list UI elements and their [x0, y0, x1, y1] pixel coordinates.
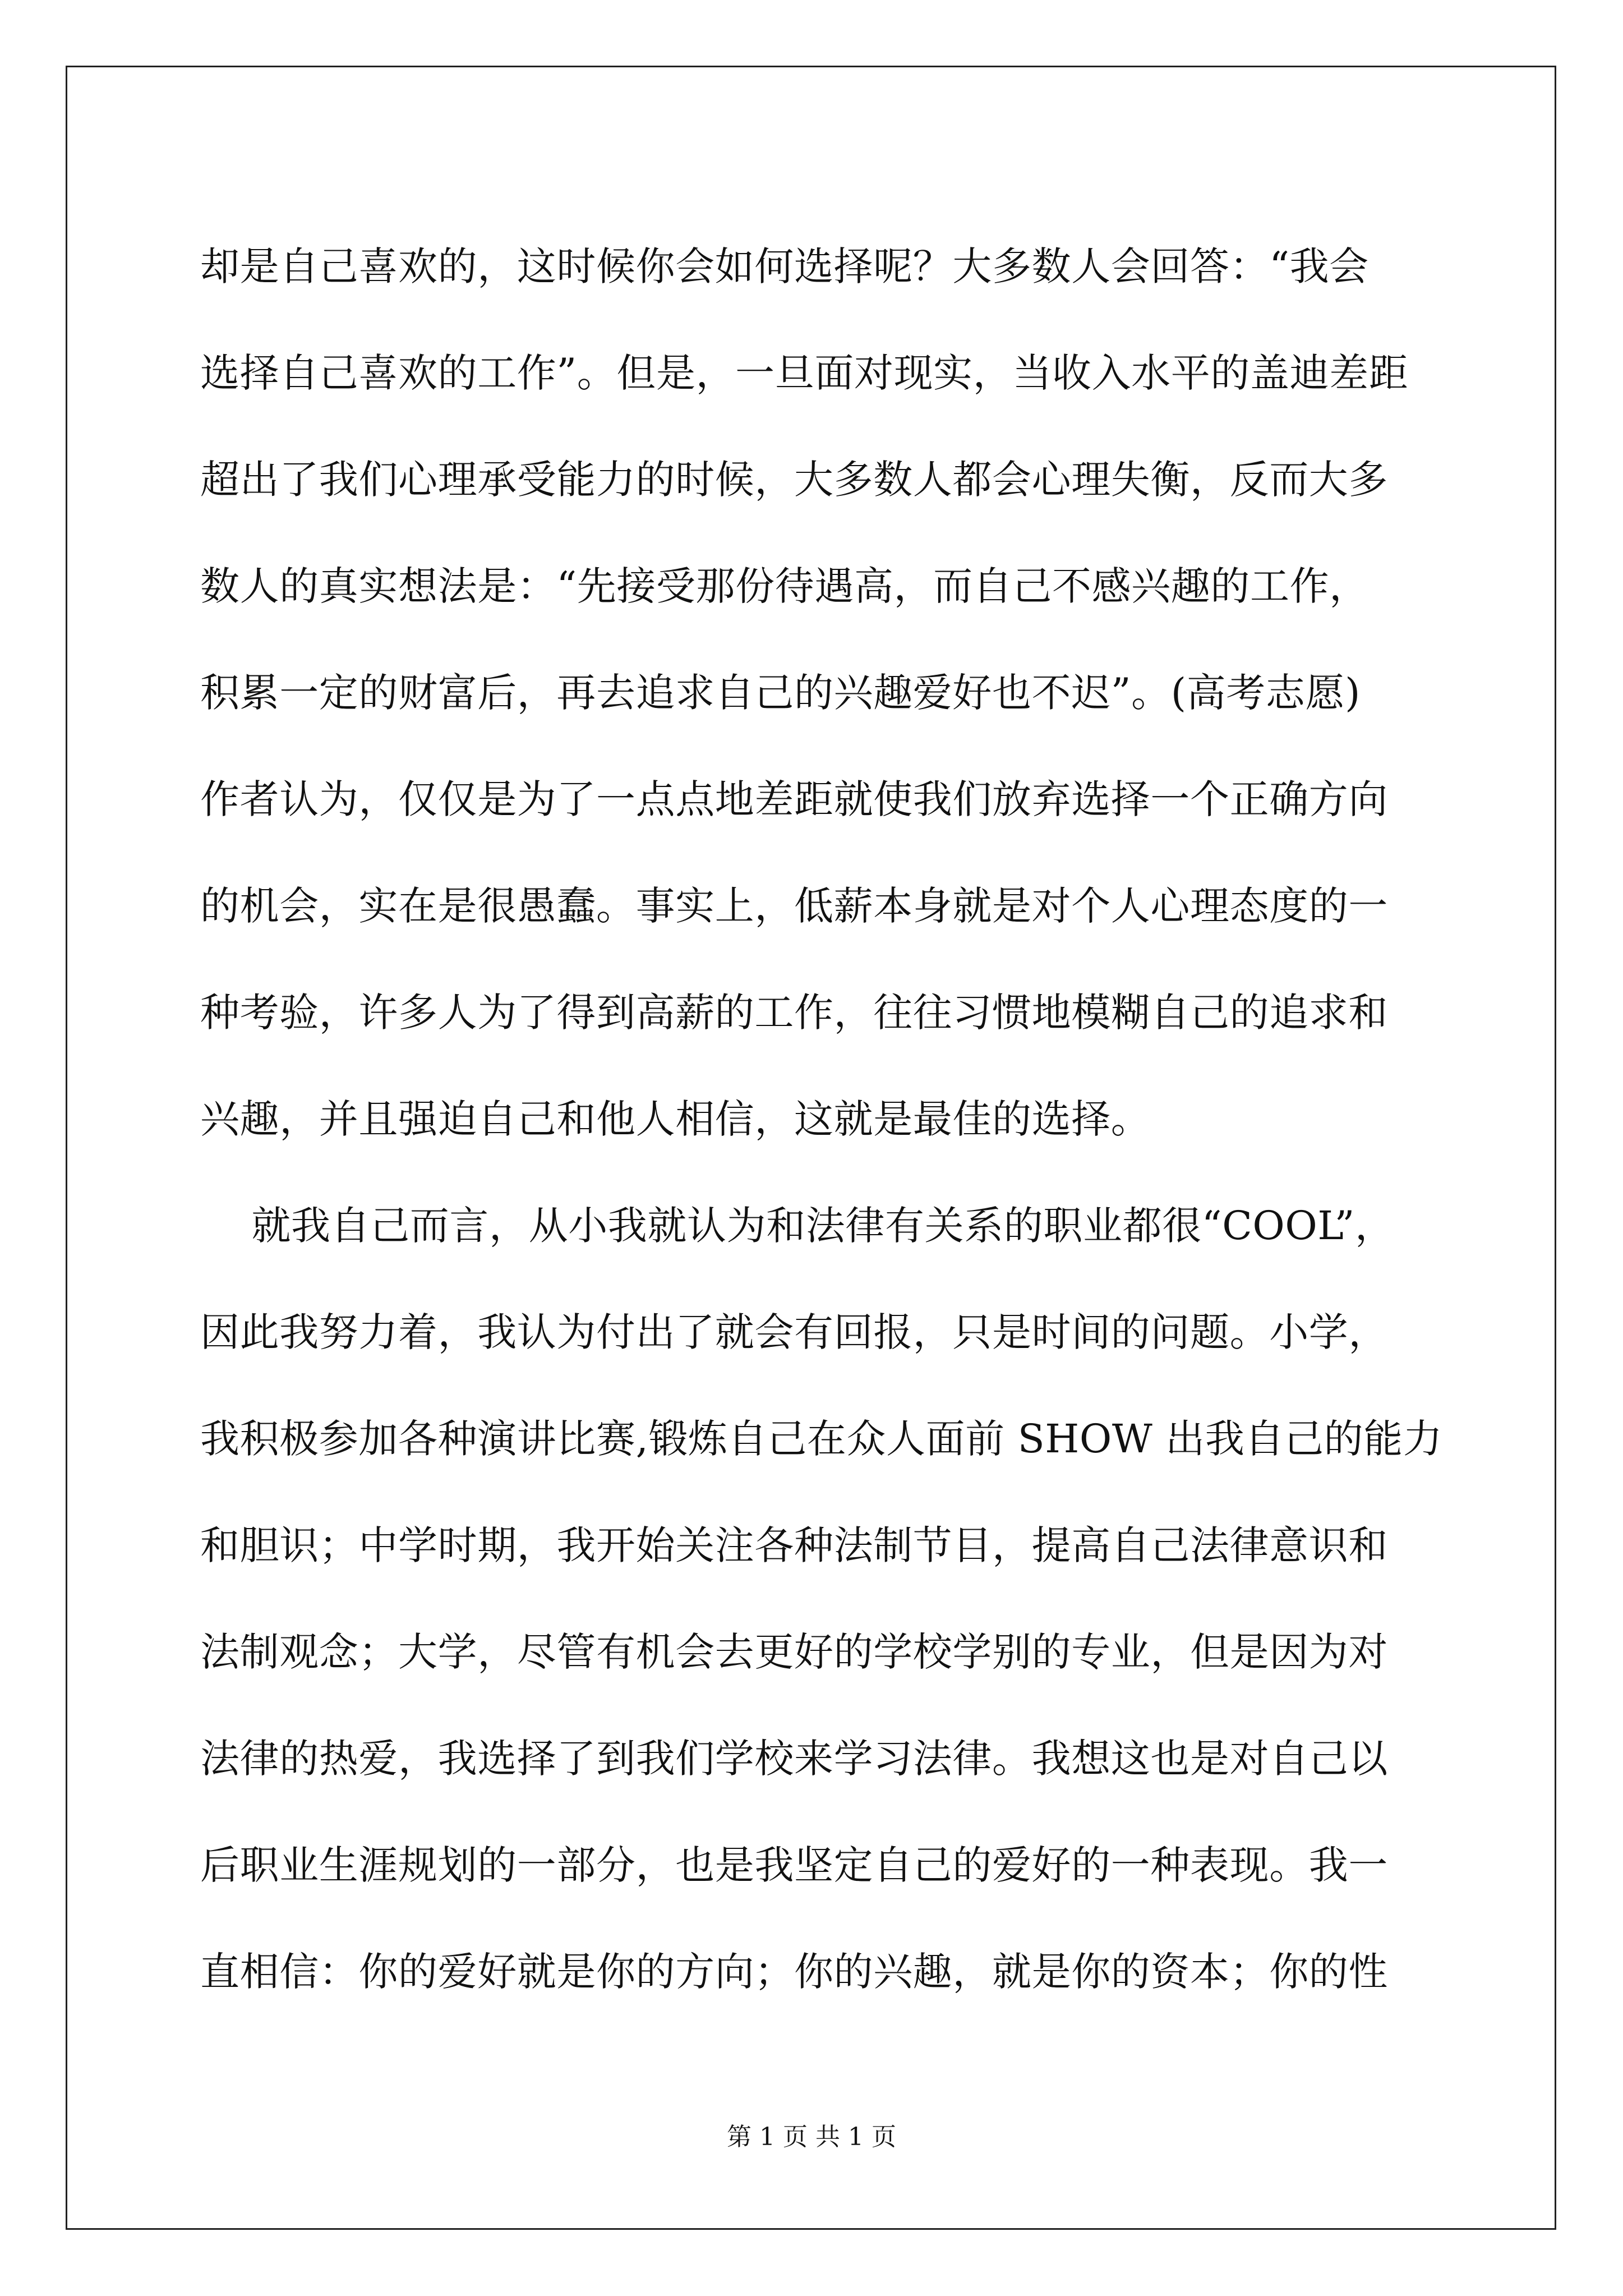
text-line: 法律的热爱，我选择了到我们学校来学习法律。我想这也是对自己以	[200, 1736, 1388, 1782]
text-line: 就我自己而言，从小我就认为和法律有关系的职业都很“COOL”，	[200, 1203, 1395, 1249]
text-line: 积累一定的财富后，再去追求自己的兴趣爱好也不迟”。(高考志愿)	[200, 670, 1361, 716]
text-line: 的机会，实在是很愚蠢。事实上，低薪本身就是对个人心理态度的一	[200, 883, 1388, 929]
text-line: 我积极参加各种演讲比赛,锻炼自己在众人面前 SHOW 出我自己的能力	[200, 1416, 1443, 1462]
text-line: 直相信：你的爱好就是你的方向；你的兴趣，就是你的资本；你的性	[200, 1949, 1388, 1995]
page-footer: 第 1 页 共 1 页	[727, 2123, 896, 2151]
text-line: 选择自己喜欢的工作”。但是，一旦面对现实，当收入水平的盖迪差距	[200, 350, 1409, 396]
text-line: 作者认为，仅仅是为了一点点地差距就使我们放弃选择一个正确方向	[200, 776, 1388, 822]
text-line: 兴趣，并且强迫自己和他人相信，这就是最佳的选择。	[200, 1096, 1151, 1142]
text-line: 数人的真实想法是：“先接受那份待遇高，而自己不感兴趣的工作，	[200, 563, 1369, 609]
text-line: 法制观念；大学，尽管有机会去更好的学校学别的专业，但是因为对	[200, 1629, 1388, 1675]
text-line: 和胆识；中学时期，我开始关注各种法制节目，提高自己法律意识和	[200, 1522, 1388, 1568]
text-line: 种考验，许多人为了得到高薪的工作，往往习惯地模糊自己的追求和	[200, 990, 1388, 1036]
text-line: 因此我努力着，我认为付出了就会有回报，只是时间的问题。小学，	[200, 1309, 1388, 1355]
text-line: 却是自己喜欢的，这时候你会如何选择呢？大多数人会回答：“我会	[200, 243, 1369, 289]
text-line: 超出了我们心理承受能力的时候，大多数人都会心理失衡，反而大多	[200, 457, 1388, 503]
document-body	[200, 213, 1443, 2025]
text-line: 后职业生涯规划的一部分，也是我坚定自己的爱好的一种表现。我一	[200, 1842, 1388, 1888]
